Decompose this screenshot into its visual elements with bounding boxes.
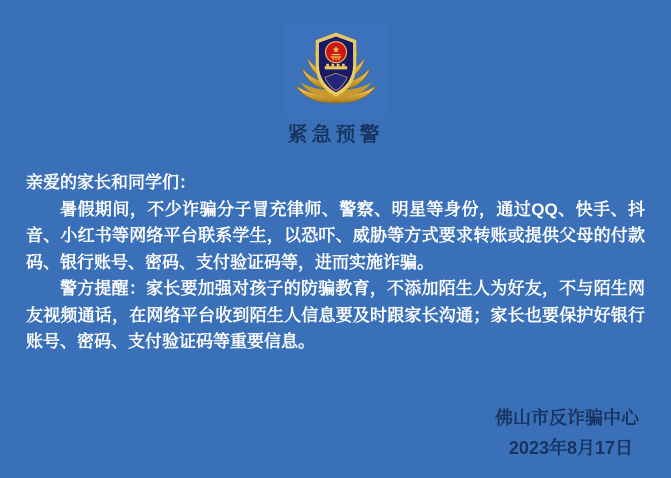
poster-title: 紧急预警 — [287, 124, 384, 146]
china-police-badge-icon — [294, 28, 378, 110]
police-badge-container — [0, 28, 671, 110]
signature-org: 佛山市反诈骗中心 — [495, 408, 639, 428]
signature-date: 2023年8月17日 — [508, 438, 633, 458]
notice-paragraph-2: 警方提醒：家长要加强对孩子的防骗教育，不添加陌生人为好友，不与陌生网友视频通话，在网络平台收到陌生人信息要及时跟家长沟通；家长也要保护好银行账号、密码、支付验证码等重要信息。 — [26, 279, 645, 351]
notice-paragraph-1: 暑假期间，不少诈骗分子冒充律师、警察、明星等身份，通过QQ、快手、抖音、小红书等网络平台联系学生，以恐吓、威胁等方式要求转账或提供父母的付款码、银行账号、密码、支付验证码等，进而实施诈骗。 — [26, 199, 645, 272]
notice-body — [0, 170, 671, 356]
signature-block — [0, 403, 671, 463]
salutation: 亲爱的家长和同学们： — [26, 173, 196, 192]
